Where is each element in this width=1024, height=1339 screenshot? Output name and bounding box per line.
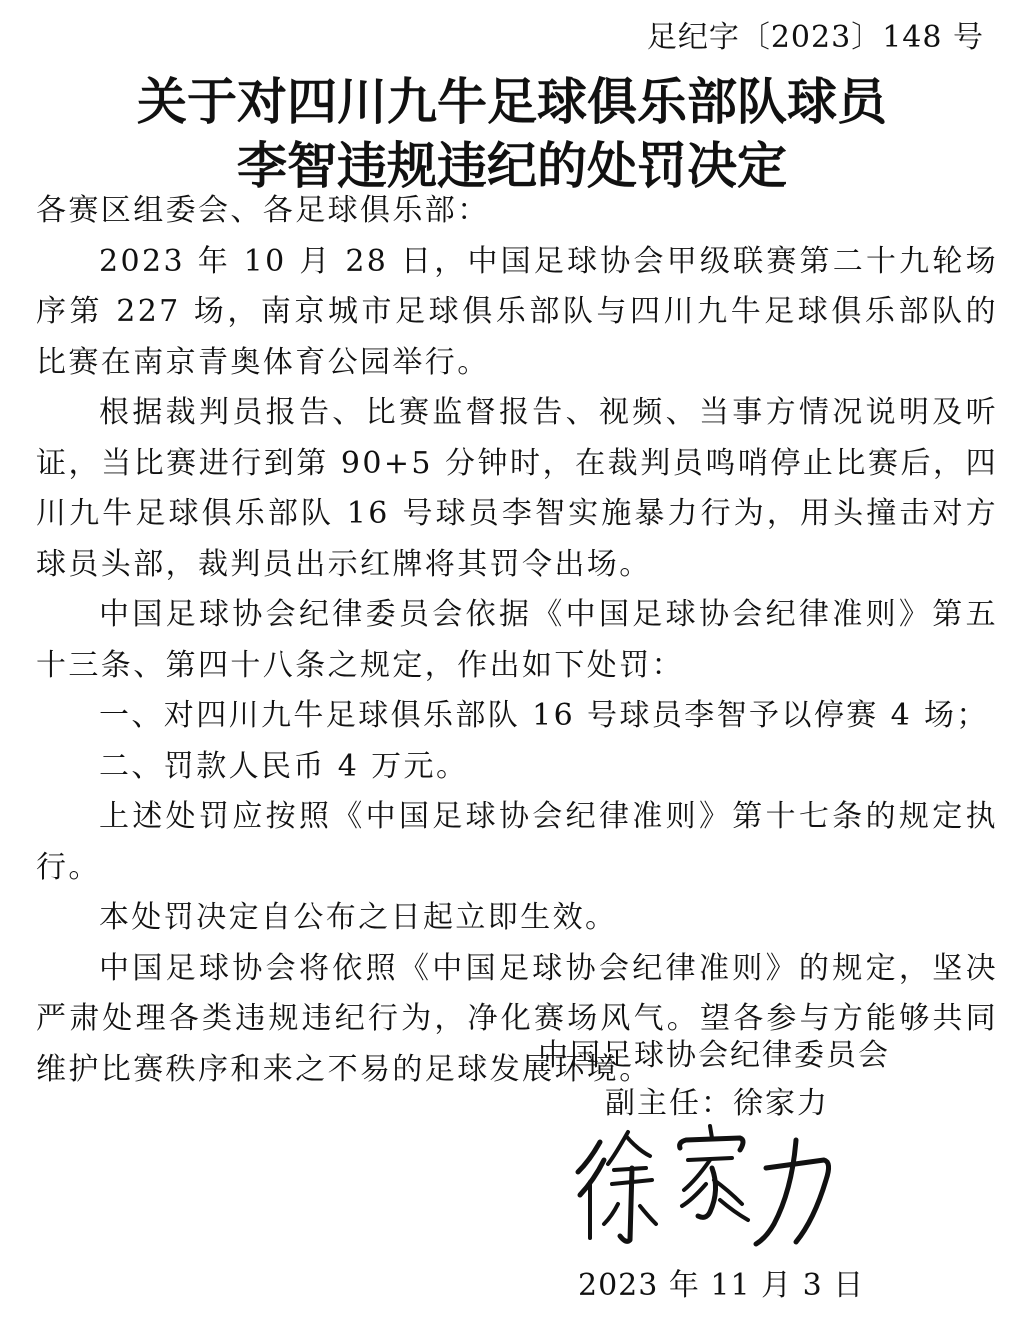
document-title-line-2: 李智违规违纪的处罚决定: [237, 137, 787, 195]
penalty-item-2: 二、罚款人民币 4 万元。: [99, 748, 469, 784]
document-date: 2023 年 11 月 3 日: [578, 1268, 865, 1303]
document-title-line-1: 关于对四川九牛足球俱乐部队球员: [137, 73, 887, 131]
salutation: 各赛区组委会、各足球俱乐部：: [36, 193, 490, 228]
penalty-item-1: 一、对四川九牛足球俱乐部队 16 号球员李智予以停赛 4 场；: [99, 698, 989, 733]
paragraph-incident: 根据裁判员报告、比赛监督报告、视频、当事方情况说明及听证，当比赛进行到第 90+5 分钟时，在裁判员鸣哨停止比赛后，四川九牛足球俱乐部队 16 号球员李智实施暴力行为，用头撞击对方球员头部，裁判员出示红牌将其罚令出场。: [36, 395, 998, 582]
paragraph-closing: 中国足球协会将依照《中国足球协会纪律准则》的规定，坚决严肃处理各类违规违纪行为，净化赛场风气。望各参与方能够共同维护比赛秩序和来之不易的足球发展环境。: [36, 950, 998, 1087]
handwritten-signature: [560, 1120, 840, 1250]
document-body: [36, 186, 998, 1095]
signatory-organization: 中国足球协会纪律委员会: [538, 1038, 890, 1073]
document-number: 足纪字〔2023〕148 号: [646, 20, 984, 55]
paragraph-basis: 中国足球协会纪律委员会依据《中国足球协会纪律准则》第五十三条、第四十八条之规定，作出如下处罚：: [36, 597, 998, 683]
paragraph-match-info: 2023 年 10 月 28 日，中国足球协会甲级联赛第二十九轮场序第 227 场，南京城市足球俱乐部队与四川九牛足球俱乐部队的比赛在南京青奥体育公园举行。: [36, 243, 998, 380]
signatory-title: 副主任：徐家力: [605, 1086, 829, 1121]
paragraph-effective: 本处罚决定自公布之日起立即生效。: [99, 900, 618, 935]
paragraph-execution: 上述处罚应按照《中国足球协会纪律准则》第十七条的规定执行。: [36, 799, 998, 885]
